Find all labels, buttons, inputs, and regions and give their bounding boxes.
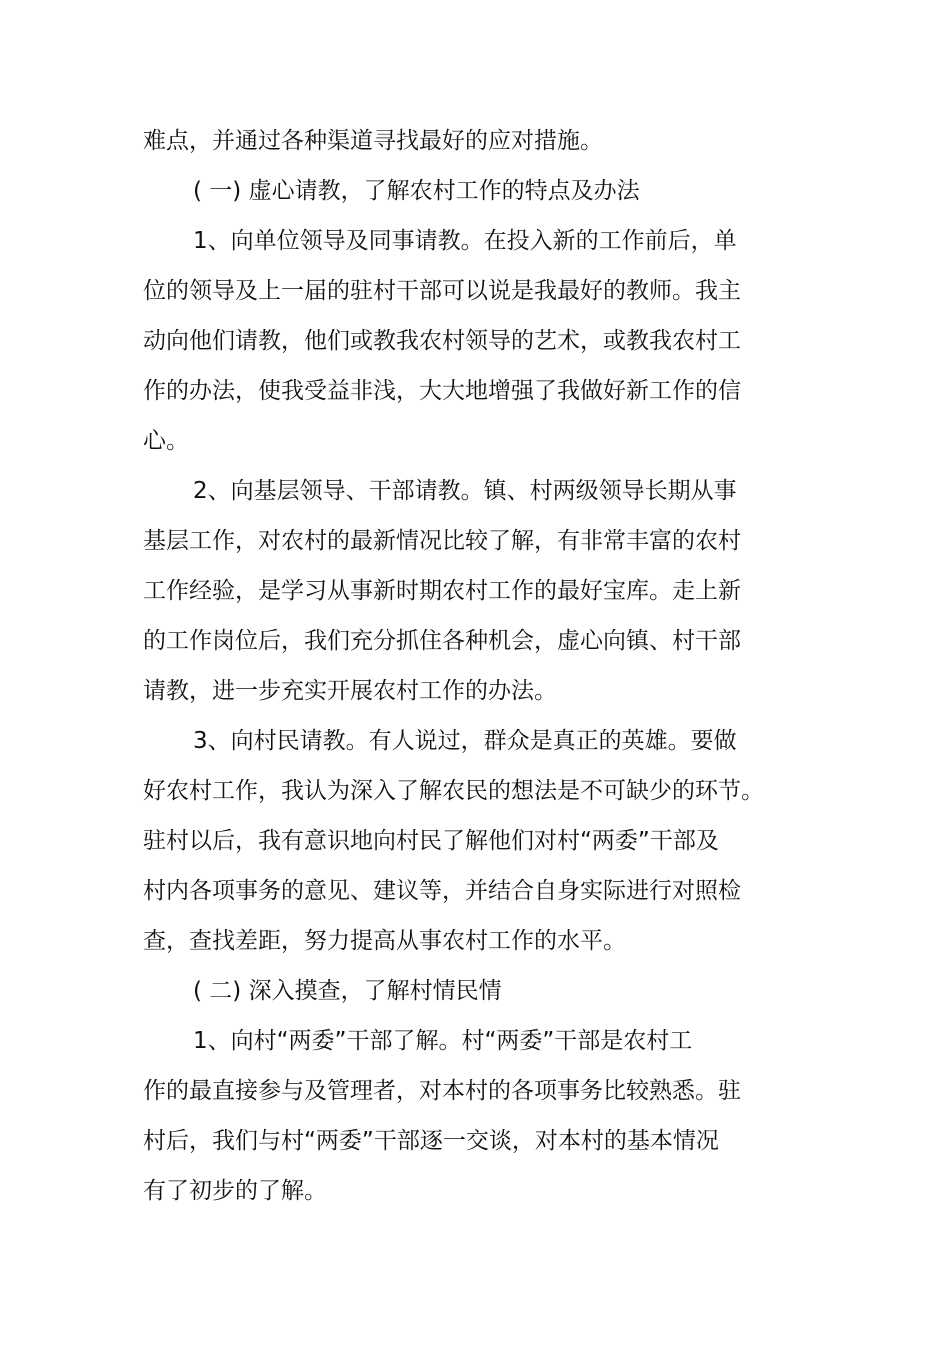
section-heading-1: ( 一) 虚心请教，了解农村工作的特点及办法 <box>193 178 640 204</box>
paragraph-line: 动向他们请教，他们或教我农村领导的艺术，或教我农村工 <box>143 328 741 354</box>
paragraph-line: 驻村以后，我有意识地向村民了解他们对村“两委”干部及 <box>143 828 719 854</box>
paragraph-line: 请教，进一步充实开展农村工作的办法。 <box>143 678 557 704</box>
paragraph-line: 心。 <box>143 428 189 454</box>
paragraph-line: 作的最直接参与及管理者，对本村的各项事务比较熟悉。驻 <box>143 1078 741 1104</box>
paragraph-line: 3、向村民请教。有人说过，群众是真正的英雄。要做 <box>193 728 737 754</box>
paragraph-line: 位的领导及上一届的驻村干部可以说是我最好的教师。我主 <box>143 278 741 304</box>
paragraph-line: 村后，我们与村“两委”干部逐一交谈，对本村的基本情况 <box>143 1128 719 1154</box>
paragraph-line: 村内各项事务的意见、建议等，并结合自身实际进行对照检 <box>143 878 741 904</box>
paragraph-line: 1、向单位领导及同事请教。在投入新的工作前后，单 <box>193 228 737 254</box>
paragraph-line: 基层工作，对农村的最新情况比较了解，有非常丰富的农村 <box>143 528 741 554</box>
paragraph-line: 有了初步的了解。 <box>143 1178 327 1204</box>
paragraph-line: 查，查找差距，努力提高从事农村工作的水平。 <box>143 928 626 954</box>
paragraph-continuation-line: 难点，并通过各种渠道寻找最好的应对措施。 <box>143 128 603 154</box>
section-heading-2: ( 二) 深入摸查，了解村情民情 <box>193 978 502 1004</box>
paragraph-line: 作的办法，使我受益非浅，大大地增强了我做好新工作的信 <box>143 378 741 404</box>
paragraph-line: 的工作岗位后，我们充分抓住各种机会，虚心向镇、村干部 <box>143 628 741 654</box>
paragraph-line: 2、向基层领导、干部请教。镇、村两级领导长期从事 <box>193 478 737 504</box>
paragraph-line: 好农村工作，我认为深入了解农民的想法是不可缺少的环节。 <box>143 778 764 804</box>
paragraph-line: 工作经验，是学习从事新时期农村工作的最好宝库。走上新 <box>143 578 741 604</box>
paragraph-line: 1、向村“两委”干部了解。村“两委”干部是农村工 <box>193 1028 693 1054</box>
